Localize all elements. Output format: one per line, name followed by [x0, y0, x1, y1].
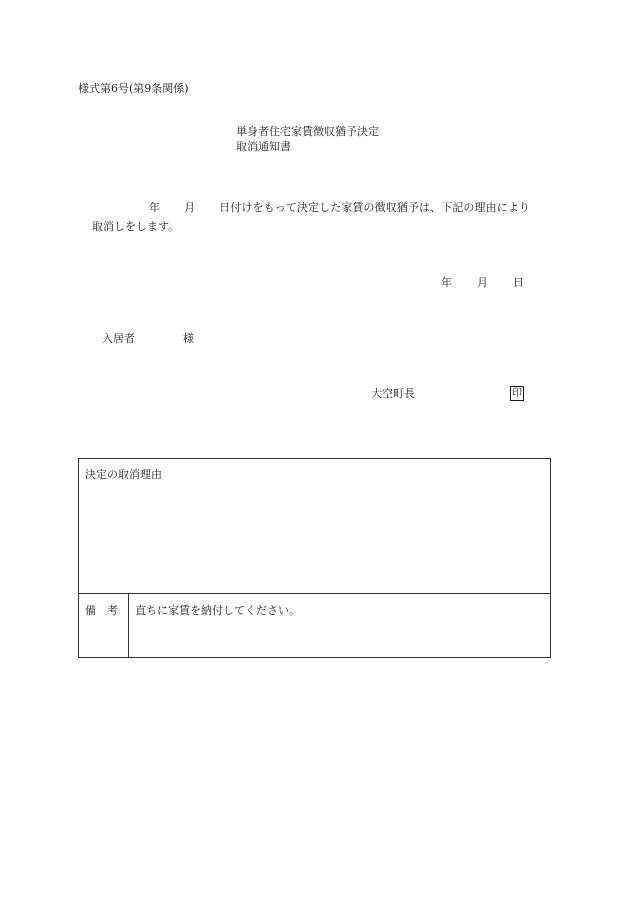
remarks-label: 備 考	[85, 604, 118, 617]
body-text-line-1	[80, 201, 530, 215]
reason-table	[78, 458, 551, 658]
recipient-honorific: 様	[183, 332, 194, 345]
body-sentence: 日付けをもって決定した家賃の徴収猶予は、下記の理由により	[219, 201, 531, 214]
recipient-label: 入居者	[102, 332, 135, 345]
date-year-label: 年	[441, 276, 452, 289]
recipient-line	[102, 332, 194, 346]
body-text-line-2: 取消しをします。	[92, 220, 180, 233]
document-title-line-2: 取消通知書	[236, 140, 291, 153]
date-month-label: 月	[477, 276, 488, 289]
issuer-name: 大空町長	[371, 387, 415, 400]
remarks-row	[79, 593, 550, 657]
remarks-text: 直ちに家賃を納付してください。	[135, 604, 300, 617]
date-day-label: 日	[513, 276, 524, 289]
reason-label: 決定の取消理由	[85, 468, 162, 481]
seal-mark: 印	[512, 388, 522, 399]
remarks-label-cell	[79, 593, 129, 657]
reason-box	[79, 459, 550, 594]
form-number: 様式第6号(第9条関係)	[78, 82, 189, 95]
document-title: 単身者住宅家賃徴収猶予決定	[236, 125, 379, 138]
body-year-label: 年	[149, 201, 161, 214]
issue-date	[441, 276, 524, 290]
body-month-label: 月	[184, 201, 196, 214]
